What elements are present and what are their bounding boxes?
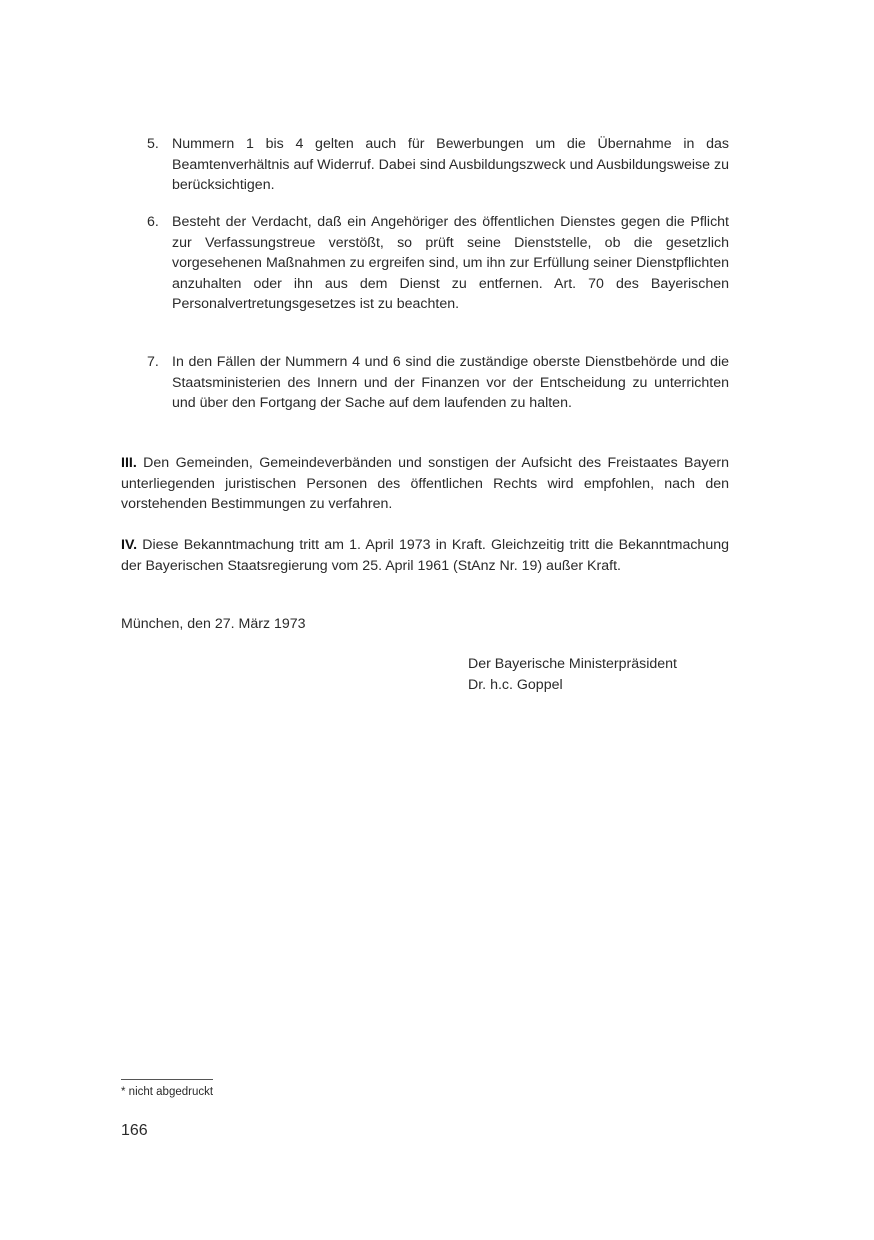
list-item-7 — [147, 352, 729, 414]
section-text: Diese Bekanntmachung tritt am 1. April 1973 in Kraft. Gleichzeitig tritt die Bekanntmachung der Bayerischen Staatsregierung vom 25. April 1961 (StAnz Nr. 19) außer Kraft. — [121, 537, 729, 574]
signature-title: Der Bayerische Ministerpräsident — [468, 656, 677, 672]
list-item-text: Besteht der Verdacht, daß ein Angehöriger des öffentlichen Dienstes gegen die Pflicht zur Verfassungstreue verstößt, so prüft seine Dienststelle, ob die gesetzlich vorgesehenen Maßnahmen zu ergreifen sind, um ihn zur Erfüllung seiner Dienstpflichten anzuhalten oder ihn aus dem Dienst zu entfernen. Art. 70 des Bayerischen Personalvertretungsgesetzes ist zu beachten. — [172, 214, 729, 312]
list-item-number: 7. — [147, 354, 159, 370]
section-numeral: III. — [121, 455, 137, 471]
section-text: Den Gemeinden, Gemeindeverbänden und sonstigen der Aufsicht des Freistaates Bayern unterliegenden juristischen Personen des öffentlichen Rechts wird empfohlen, nach den vorstehenden Bestimmungen zu verfahren. — [121, 455, 729, 512]
list-item-number: 5. — [147, 136, 159, 152]
section-iii — [121, 453, 729, 515]
footnote: * nicht abgedruckt — [121, 1086, 214, 1098]
list-item-text: Nummern 1 bis 4 gelten auch für Bewerbungen um die Übernahme in das Beamtenverhältnis auf Widerruf. Dabei sind Ausbildungszweck und Ausbildungsweise zu berücksichtigen. — [172, 136, 729, 193]
page-number: 166 — [121, 1122, 148, 1139]
list-item-6 — [147, 212, 729, 315]
place-date: München, den 27. März 1973 — [121, 616, 306, 632]
list-item-number: 6. — [147, 214, 159, 230]
footnote-divider — [121, 1079, 213, 1080]
list-item-5 — [147, 134, 729, 196]
section-iv — [121, 535, 729, 576]
list-item-text: In den Fällen der Nummern 4 und 6 sind die zuständige oberste Dienstbehörde und die Staatsministerien des Innern und der Finanzen vor der Entscheidung zu unterrichten und über den Fortgang der Sache auf dem laufenden zu halten. — [172, 354, 729, 411]
signature-block — [468, 654, 677, 695]
section-numeral: IV. — [121, 537, 138, 553]
signature-name: Dr. h.c. Goppel — [468, 676, 563, 693]
